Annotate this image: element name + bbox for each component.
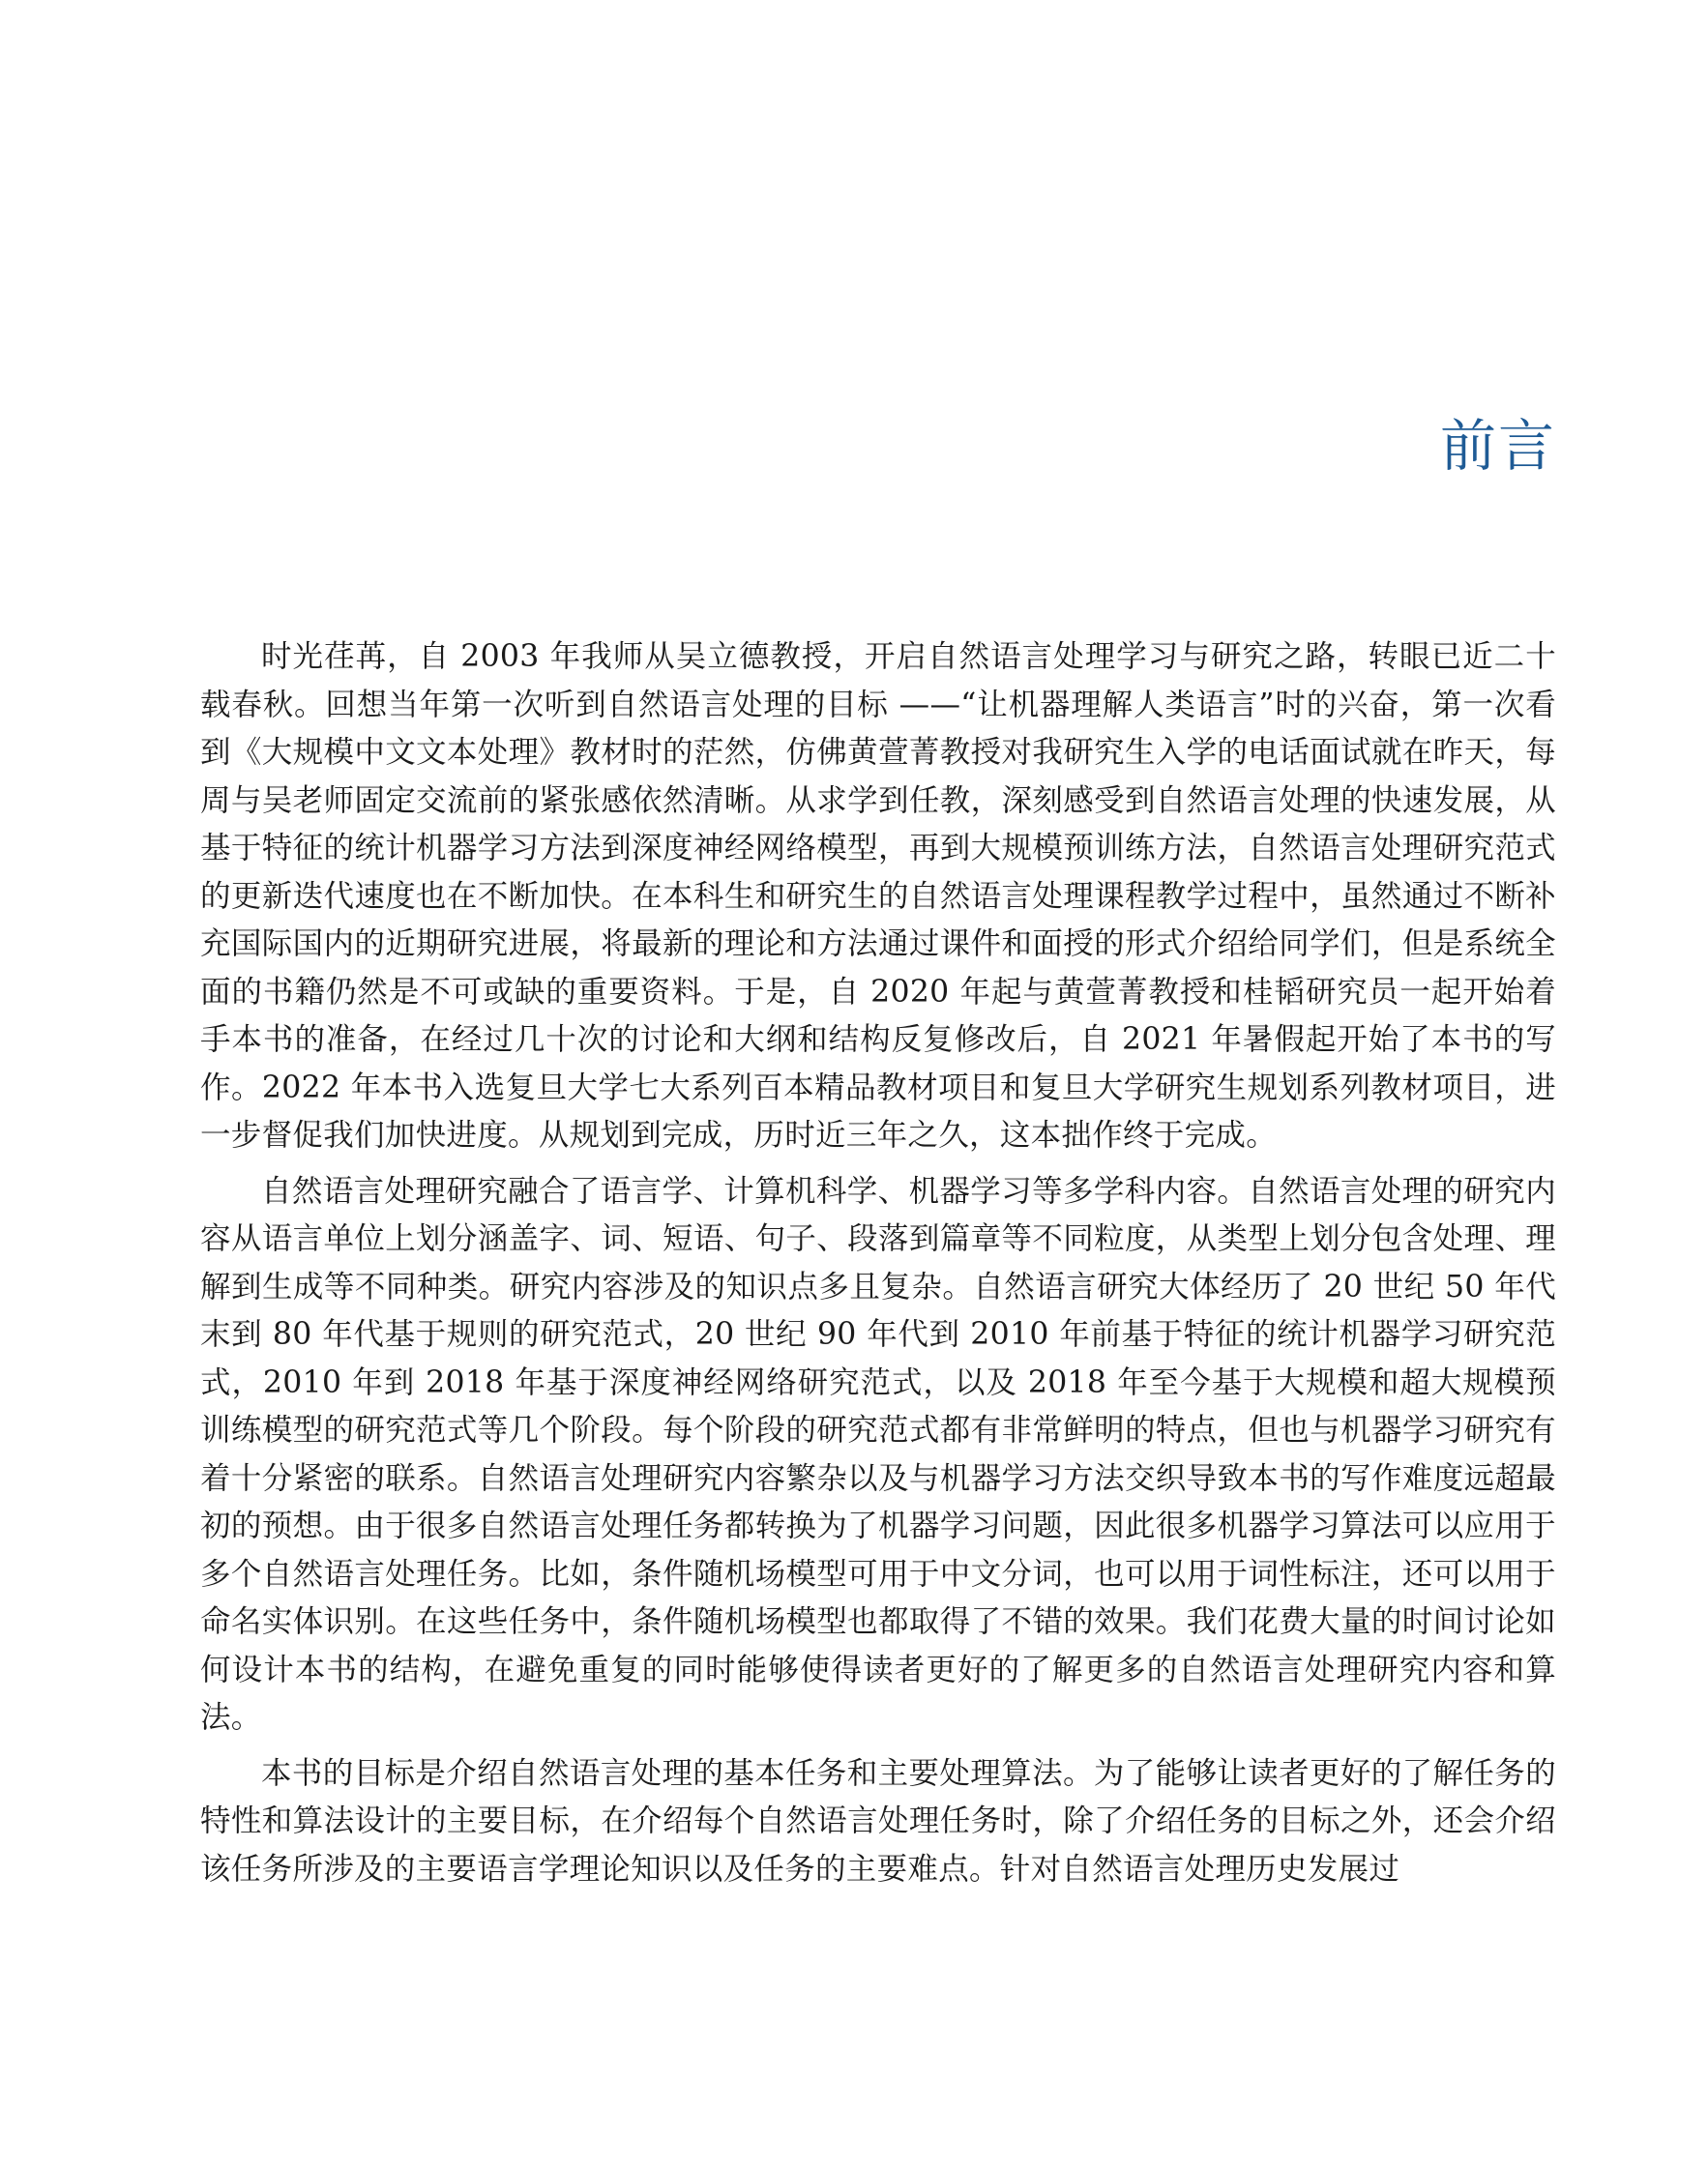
page-title: 前言 [1439,413,1556,479]
preface-body [200,633,1556,1893]
paragraph-2: 自然语言处理研究融合了语言学、计算机科学、机器学习等多学科内容。自然语言处理的研究内容从语言单位上划分涵盖字、词、短语、句子、段落到篇章等不同粒度，从类型上划分包含处理、理解到生成等不同种类。研究内容涉及的知识点多且复杂。自然语言研究大体经历了 20 世纪 50 年代末到 80 年代基于规则的研究范式，20 世纪 90 年代到 2010 年前基于特征的统计机器学习研究范式，2010 年到 2018 年基于深度神经网络研究范式，以及 2018 年至今基于大规模和超大规模预训练模型的研究范式等几个阶段。每个阶段的研究范式都有非常鲜明的特点，但也与机器学习研究有着十分紧密的联系。自然语言处理研究内容繁杂以及与机器学习方法交织导致本书的写作难度远超最初的预想。由于很多自然语言处理任务都转换为了机器学习问题，因此很多机器学习算法可以应用于多个自然语言处理任务。比如，条件随机场模型可用于中文分词，也可以用于词性标注，还可以用于命名实体识别。在这些任务中，条件随机场模型也都取得了不错的效果。我们花费大量的时间讨论如何设计本书的结构，在避免重复的同时能够使得读者更好的了解更多的自然语言处理研究内容和算法。 [200,1173,1556,1735]
paragraph-3: 本书的目标是介绍自然语言处理的基本任务和主要处理算法。为了能够让读者更好的了解任务的特性和算法设计的主要目标，在介绍每个自然语言处理任务时，除了介绍任务的目标之外，还会介绍该任务所涉及的主要语言学理论知识以及任务的主要难点。针对自然语言处理历史发展过 [200,1755,1556,1887]
paragraph-1: 时光荏苒，自 2003 年我师从吴立德教授，开启自然语言处理学习与研究之路，转眼已近二十载春秋。回想当年第一次听到自然语言处理的目标 ——“让机器理解人类语言”时的兴奋，第一次看到《大规模中文文本处理》教材时的茫然，仿佛黄萱菁教授对我研究生入学的电话面试就在昨天，每周与吴老师固定交流前的紧张感依然清晰。从求学到任教，深刻感受到自然语言处理的快速发展，从基于特征的统计机器学习方法到深度神经网络模型，再到大规模预训练方法，自然语言处理研究范式的更新迭代速度也在不断加快。在本科生和研究生的自然语言处理课程教学过程中，虽然通过不断补充国际国内的近期研究进展，将最新的理论和方法通过课件和面授的形式介绍给同学们，但是系统全面的书籍仍然是不可或缺的重要资料。于是，自 2020 年起与黄萱菁教授和桂韬研究员一起开始着手本书的准备，在经过几十次的讨论和大纲和结构反复修改后，自 2021 年暑假起开始了本书的写作。2022 年本书入选复旦大学七大系列百本精品教材项目和复旦大学研究生规划系列教材项目，进一步督促我们加快进度。从规划到完成，历时近三年之久，这本拙作终于完成。 [200,639,1556,1153]
